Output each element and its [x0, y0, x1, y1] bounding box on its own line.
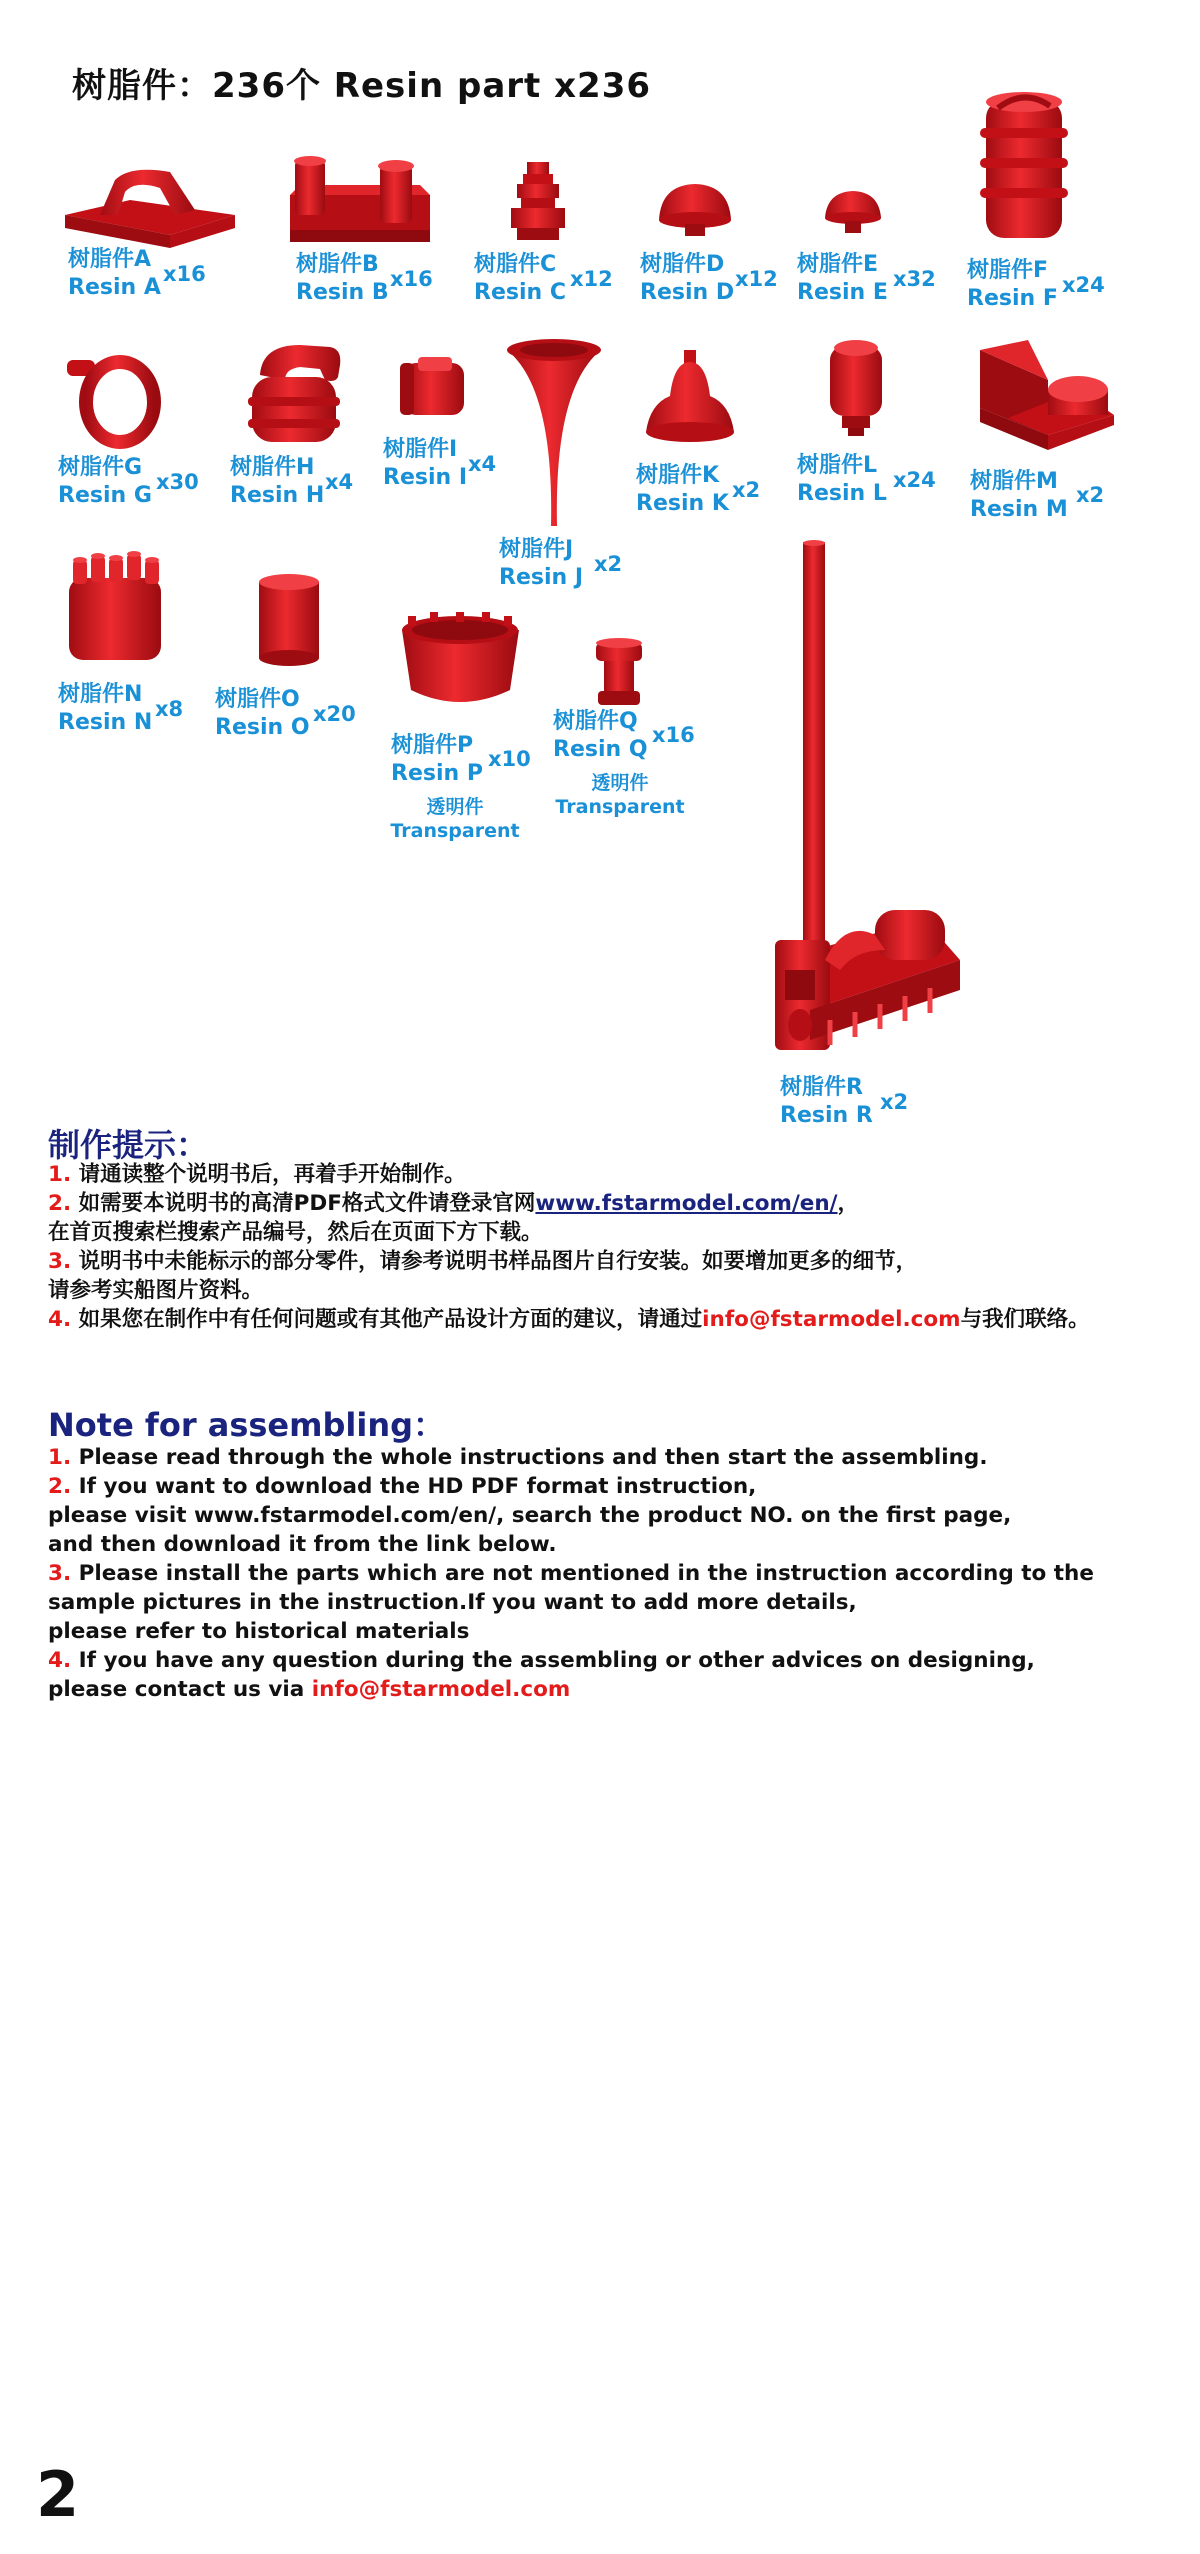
part-m-image: [978, 340, 1116, 455]
part-o-image: [255, 572, 323, 667]
part-h-qty: x4: [325, 470, 354, 494]
en-note-line: [48, 1675, 1094, 1704]
part-b-image: [285, 155, 435, 250]
part-n-image: [65, 550, 165, 665]
en-note-num: 1.: [48, 1445, 72, 1470]
cn-note-line: [48, 1218, 1090, 1247]
part-p-qty: x10: [488, 747, 531, 771]
en-note-line: [48, 1530, 1094, 1559]
part-l-qty: x24: [893, 468, 936, 492]
part-h-image: [240, 335, 350, 450]
part-f-cn: 树脂件F: [967, 258, 1049, 283]
part-k-qty: x2: [732, 478, 761, 502]
en-note-text: please contact us via: [48, 1677, 312, 1702]
part-l-cn: 树脂件L: [797, 453, 878, 478]
part-e-en: Resin E: [797, 280, 888, 305]
cn-note-text: 与我们联络。: [960, 1307, 1090, 1332]
part-i-image: [398, 355, 470, 420]
part-r-qty: x2: [880, 1090, 909, 1114]
part-h-cn: 树脂件H: [230, 455, 315, 480]
cn-note-num: 4.: [48, 1307, 72, 1332]
part-q-note-cn: 透明件: [591, 772, 649, 794]
part-e-image: [822, 188, 884, 238]
cn-note-num: 2.: [48, 1191, 72, 1216]
cn-notes-title: 制作提示：: [48, 1126, 209, 1164]
part-r-cn: 树脂件R: [780, 1075, 863, 1100]
cn-note-line: [48, 1247, 1090, 1276]
cn-note-line: [48, 1276, 1090, 1305]
part-e-cn: 树脂件E: [797, 252, 879, 277]
en-note-line: [48, 1501, 1094, 1530]
cn-note-text: 在首页搜索栏搜索产品编号，然后在页面下方下载。: [48, 1220, 543, 1245]
part-p-note-en: Transparent: [390, 820, 520, 842]
part-j-image: [505, 338, 603, 528]
part-l-en: Resin L: [797, 481, 887, 506]
part-n-qty: x8: [155, 697, 184, 721]
part-i-cn: 树脂件I: [383, 437, 458, 462]
part-j-en: Resin J: [499, 565, 584, 590]
part-g-cn: 树脂件G: [58, 455, 143, 480]
part-m-qty: x2: [1076, 483, 1105, 507]
cn-note-num: 3.: [48, 1249, 72, 1274]
part-i-en: Resin I: [383, 465, 468, 490]
cn-note-num: 1.: [48, 1162, 72, 1187]
part-d-image: [655, 180, 735, 240]
part-c-cn: 树脂件C: [474, 252, 557, 277]
cn-note-line: [48, 1305, 1090, 1334]
part-f-en: Resin F: [967, 286, 1058, 311]
part-r-image: [765, 540, 965, 1085]
part-e-qty: x32: [893, 267, 936, 291]
en-note-line: [48, 1559, 1094, 1588]
en-notes-title: Note for assembling：: [48, 1406, 446, 1444]
part-p-note-cn: 透明件: [426, 796, 484, 818]
part-f-image: [978, 88, 1070, 246]
part-a-cn: 树脂件A: [68, 247, 152, 272]
part-a-image: [60, 160, 240, 250]
part-o-qty: x20: [313, 702, 356, 726]
part-b-cn: 树脂件B: [296, 252, 379, 277]
part-c-en: Resin C: [474, 280, 566, 305]
page-number: 2: [36, 2458, 80, 2531]
en-note-text: please visit www.fstarmodel.com/en/, search the product NO. on the first page,: [48, 1503, 1012, 1528]
part-g-qty: x30: [156, 470, 199, 494]
part-n-cn: 树脂件N: [58, 682, 143, 707]
cn-note-line: [48, 1160, 1090, 1189]
part-k-cn: 树脂件K: [636, 463, 720, 488]
part-q-cn: 树脂件Q: [553, 709, 638, 734]
part-l-image: [826, 338, 886, 438]
part-p-cn: 树脂件P: [391, 733, 474, 758]
cn-note-text: 说明书中未能标示的部分零件，请参考说明书样品图片自行安装。如要增加更多的细节，: [71, 1249, 918, 1274]
part-q-image: [594, 637, 644, 709]
part-j-qty: x2: [594, 552, 623, 576]
part-b-en: Resin B: [296, 280, 389, 305]
part-m-cn: 树脂件M: [970, 469, 1058, 494]
en-note-line: [48, 1646, 1094, 1675]
cn-note-text: 如果您在制作中有任何问题或有其他产品设计方面的建议，请通过: [71, 1307, 703, 1332]
en-note-text: If you want to download the HD PDF format instruction,: [71, 1474, 757, 1499]
en-note-text: and then download it from the link below.: [48, 1532, 557, 1557]
part-p-image: [398, 612, 523, 717]
part-a-en: Resin A: [68, 275, 161, 300]
part-m-en: Resin M: [970, 497, 1068, 522]
part-j-cn: 树脂件J: [499, 537, 574, 562]
en-note-text: please refer to historical materials: [48, 1619, 470, 1644]
part-i-qty: x4: [468, 452, 497, 476]
part-d-qty: x12: [735, 267, 778, 291]
part-q-note-en: Transparent: [555, 796, 685, 818]
en-note-text: Please read through the whole instructions and then start the assembling.: [71, 1445, 988, 1470]
en-note-line: [48, 1443, 1094, 1472]
part-a-qty: x16: [163, 262, 206, 286]
part-h-en: Resin H: [230, 483, 325, 508]
part-k-en: Resin K: [636, 491, 729, 516]
cn-notes: [48, 1160, 1090, 1334]
part-n-en: Resin N: [58, 710, 153, 735]
part-g-image: [65, 342, 160, 447]
page-title: 树脂件：236个 Resin part x236: [72, 66, 652, 106]
en-note-num: 2.: [48, 1474, 72, 1499]
en-note-text: Please install the parts which are not mentioned in the instruction according to the: [71, 1561, 1094, 1586]
en-note-text: If you have any question during the assembling or other advices on designing,: [71, 1648, 1035, 1673]
part-d-cn: 树脂件D: [640, 252, 725, 277]
part-c-image: [505, 160, 575, 245]
en-note-num: 3.: [48, 1561, 72, 1586]
en-note-line: [48, 1472, 1094, 1501]
cn-note-text: ，: [837, 1191, 860, 1216]
part-c-qty: x12: [570, 267, 613, 291]
part-o-cn: 树脂件O: [215, 687, 300, 712]
cn-note-text: 请通读整个说明书后，再着手开始制作。: [71, 1162, 466, 1187]
part-r-en: Resin R: [780, 1103, 873, 1128]
en-note-text: sample pictures in the instruction.If you want to add more details,: [48, 1590, 857, 1615]
en-note-num: 4.: [48, 1648, 72, 1673]
part-q-en: Resin Q: [553, 737, 648, 762]
en-note-line: [48, 1617, 1094, 1646]
part-f-qty: x24: [1062, 273, 1105, 297]
cn-note-text: 如需要本说明书的高清PDF格式文件请登录官网: [71, 1191, 536, 1216]
part-q-qty: x16: [652, 723, 695, 747]
part-k-image: [640, 348, 740, 446]
part-d-en: Resin D: [640, 280, 735, 305]
en-note-line: [48, 1588, 1094, 1617]
website-link[interactable]: www.fstarmodel.com/en/: [535, 1191, 838, 1216]
email-link[interactable]: info@fstarmodel.com: [311, 1677, 571, 1702]
en-notes: [48, 1443, 1094, 1704]
part-g-en: Resin G: [58, 483, 152, 508]
part-b-qty: x16: [390, 267, 433, 291]
part-p-en: Resin P: [391, 761, 483, 786]
part-o-en: Resin O: [215, 715, 310, 740]
cn-note-text: 请参考实船图片资料。: [48, 1278, 264, 1303]
cn-note-line: [48, 1189, 1090, 1218]
email-link[interactable]: info@fstarmodel.com: [702, 1307, 961, 1332]
